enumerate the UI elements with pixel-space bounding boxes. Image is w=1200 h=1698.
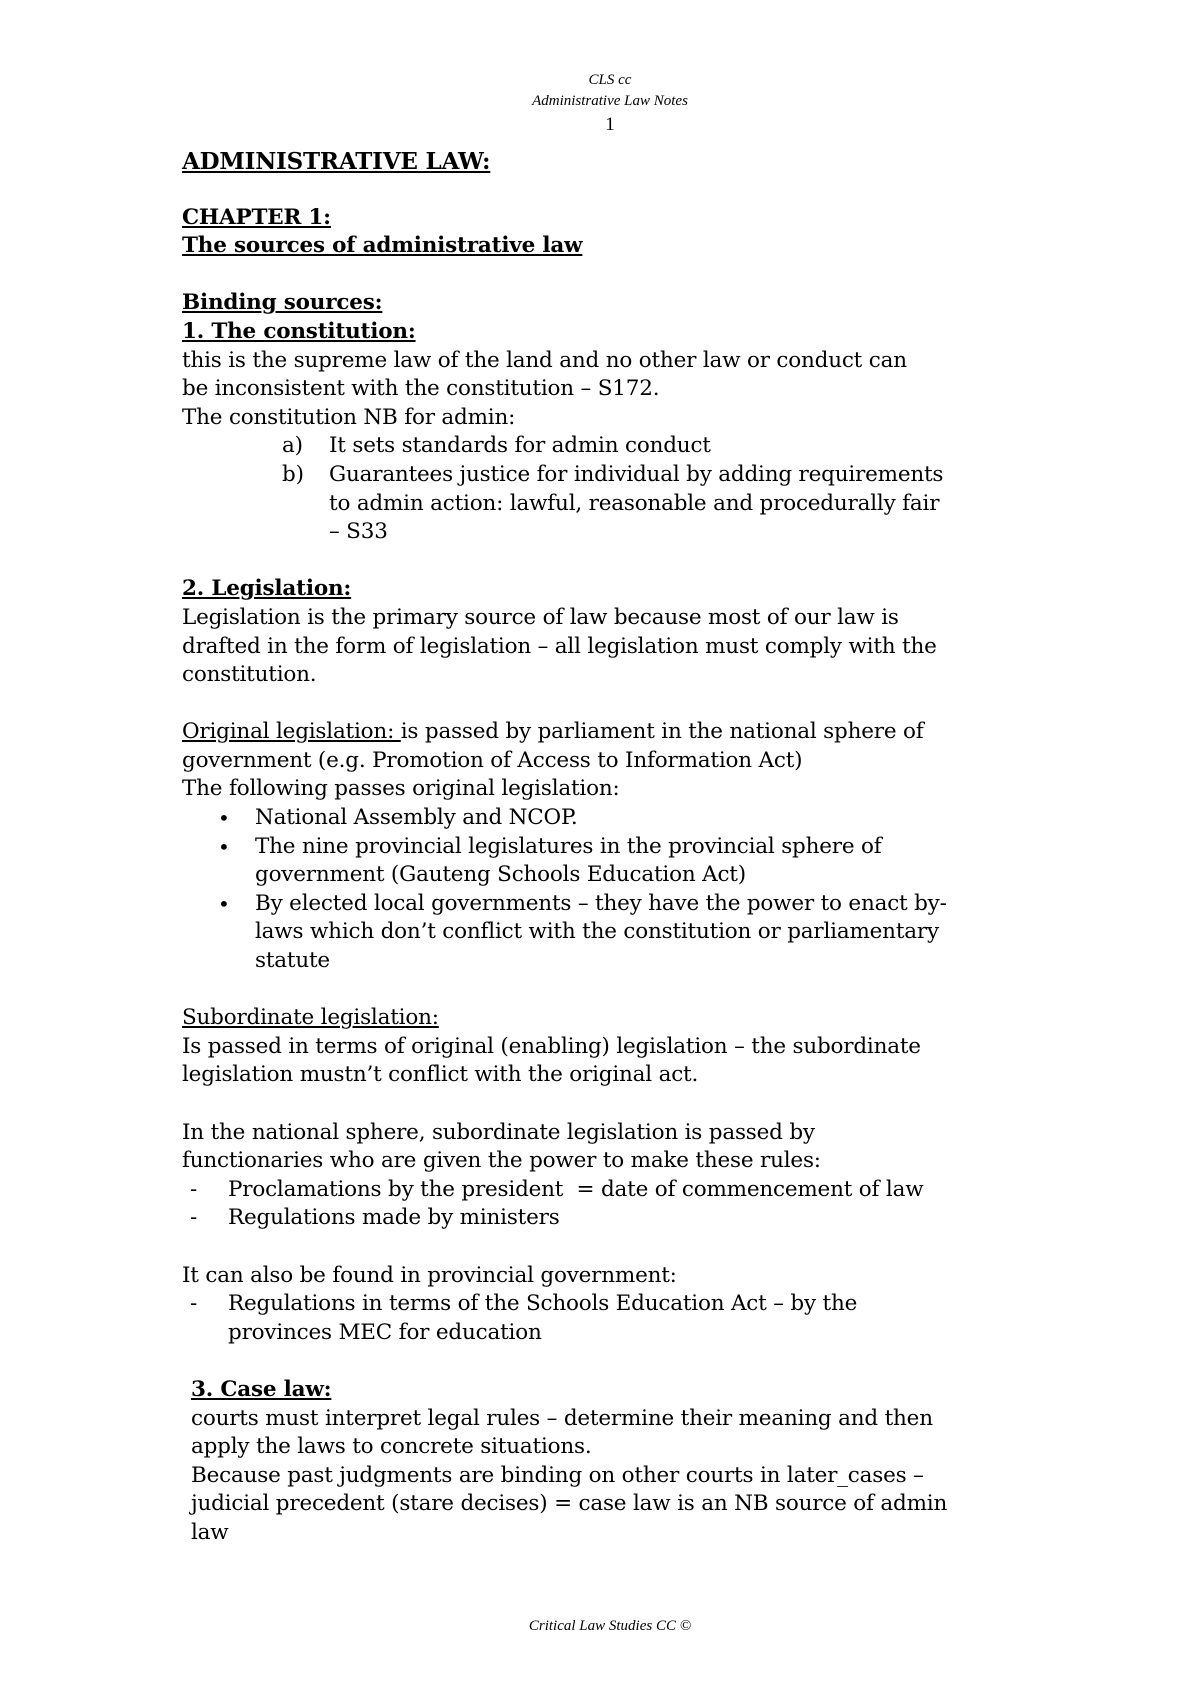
list-marker: a) bbox=[282, 433, 303, 459]
dash-item-line: Regulations made by ministers bbox=[228, 1205, 560, 1231]
list-item-line: It sets standards for admin conduct bbox=[329, 433, 711, 459]
bullet-line: By elected local governments – they have the power to enact by- bbox=[255, 890, 947, 916]
legislation-intro-line: Legislation is the primary source of law because most of our law is bbox=[182, 604, 899, 630]
case-law-line: apply the laws to concrete situations. bbox=[191, 1434, 592, 1460]
provincial-government-item bbox=[182, 1290, 1062, 1347]
original-legislation-line bbox=[182, 718, 1062, 747]
bullet-marker: • bbox=[218, 891, 230, 916]
dash-item-line: provinces MEC for education bbox=[228, 1319, 542, 1345]
dash-item-line: Proclamations by the president = date of commencement of law bbox=[228, 1176, 924, 1202]
dash-item-line: Regulations in terms of the Schools Education Act – by the bbox=[228, 1291, 858, 1317]
bullet-marker: • bbox=[218, 834, 230, 859]
legislation-intro-line: drafted in the form of legislation – all legislation must comply with the bbox=[182, 633, 937, 659]
original-legislation-text: is passed by parliament in the national sphere of bbox=[400, 719, 924, 745]
dash-marker: - bbox=[190, 1176, 198, 1202]
section-constitution bbox=[182, 318, 1062, 547]
original-legislation-label: Original legislation: bbox=[182, 719, 401, 745]
national-sphere-item bbox=[182, 1176, 1062, 1205]
bullet-line: laws which don’t conflict with the constitution or parliamentary bbox=[255, 919, 939, 945]
national-sphere-item bbox=[182, 1204, 1062, 1233]
document-body bbox=[182, 148, 1062, 1548]
bullet-marker: • bbox=[218, 806, 230, 831]
constitution-text-line: The constitution NB for admin: bbox=[182, 404, 516, 430]
bullet-line: National Assembly and NCOP. bbox=[255, 805, 578, 831]
national-sphere-line: In the national sphere, subordinate legislation is passed by bbox=[182, 1119, 815, 1145]
dash-marker: - bbox=[190, 1291, 198, 1317]
bullet-line: government (Gauteng Schools Education Act) bbox=[255, 862, 746, 888]
list-marker: b) bbox=[282, 461, 304, 487]
binding-sources-heading: Binding sources: bbox=[182, 290, 383, 316]
page-footer: Critical Law Studies CC © bbox=[528, 1618, 692, 1634]
list-item-line: – S33 bbox=[329, 519, 388, 545]
chapter-subtitle: The sources of administrative law bbox=[182, 233, 583, 259]
case-law-heading: 3. Case law: bbox=[191, 1376, 332, 1402]
constitution-text-line: be inconsistent with the constitution – S172. bbox=[182, 376, 660, 402]
header-document-title: Administrative Law Notes bbox=[532, 93, 688, 109]
list-item-line: Guarantees justice for individual by adding requirements bbox=[329, 461, 944, 487]
page-number: 1 bbox=[605, 114, 615, 135]
case-law-line: courts must interpret legal rules – determine their meaning and then bbox=[191, 1405, 933, 1431]
case-law-line: law bbox=[191, 1519, 229, 1545]
header-company: CLS cc bbox=[588, 72, 632, 88]
legislation-intro-line: constitution. bbox=[182, 662, 317, 688]
dash-marker: - bbox=[190, 1205, 198, 1231]
case-law-line: judicial precedent (stare decises) = case law is an NB source of admin bbox=[191, 1491, 948, 1517]
constitution-text-line: this is the supreme law of the land and no other law or conduct can bbox=[182, 347, 907, 373]
document-title: ADMINISTRATIVE LAW: bbox=[182, 148, 491, 175]
national-sphere-line: functionaries who are given the power to make these rules: bbox=[182, 1148, 821, 1174]
section-case-law bbox=[182, 1376, 1062, 1548]
original-legislation-bullet bbox=[182, 833, 1062, 890]
original-legislation-line: The following passes original legislation: bbox=[182, 776, 620, 802]
original-legislation-bullet bbox=[182, 804, 1062, 833]
bullet-line: The nine provincial legislatures in the provincial sphere of bbox=[255, 833, 882, 859]
original-legislation-line: government (e.g. Promotion of Access to Information Act) bbox=[182, 747, 803, 773]
constitution-list-item bbox=[182, 461, 1062, 547]
case-law-line: Because past judgments are binding on other courts in later_cases – bbox=[191, 1462, 924, 1488]
provincial-government-line: It can also be found in provincial government: bbox=[182, 1262, 677, 1288]
original-legislation-bullet bbox=[182, 890, 1062, 976]
constitution-list-item bbox=[182, 432, 1062, 461]
bullet-line: statute bbox=[255, 948, 330, 974]
subordinate-legislation-line: Is passed in terms of original (enabling) legislation – the subordinate bbox=[182, 1033, 921, 1059]
page-header bbox=[0, 70, 1200, 138]
constitution-heading: 1. The constitution: bbox=[182, 318, 416, 344]
chapter-label: CHAPTER 1: bbox=[182, 204, 331, 230]
subordinate-legislation-label: Subordinate legislation: bbox=[182, 1005, 439, 1031]
subordinate-legislation-line: legislation mustn’t conflict with the original act. bbox=[182, 1062, 699, 1088]
section-legislation bbox=[182, 575, 1062, 1347]
list-item-line: to admin action: lawful, reasonable and procedurally fair bbox=[329, 490, 940, 516]
legislation-heading: 2. Legislation: bbox=[182, 576, 352, 602]
